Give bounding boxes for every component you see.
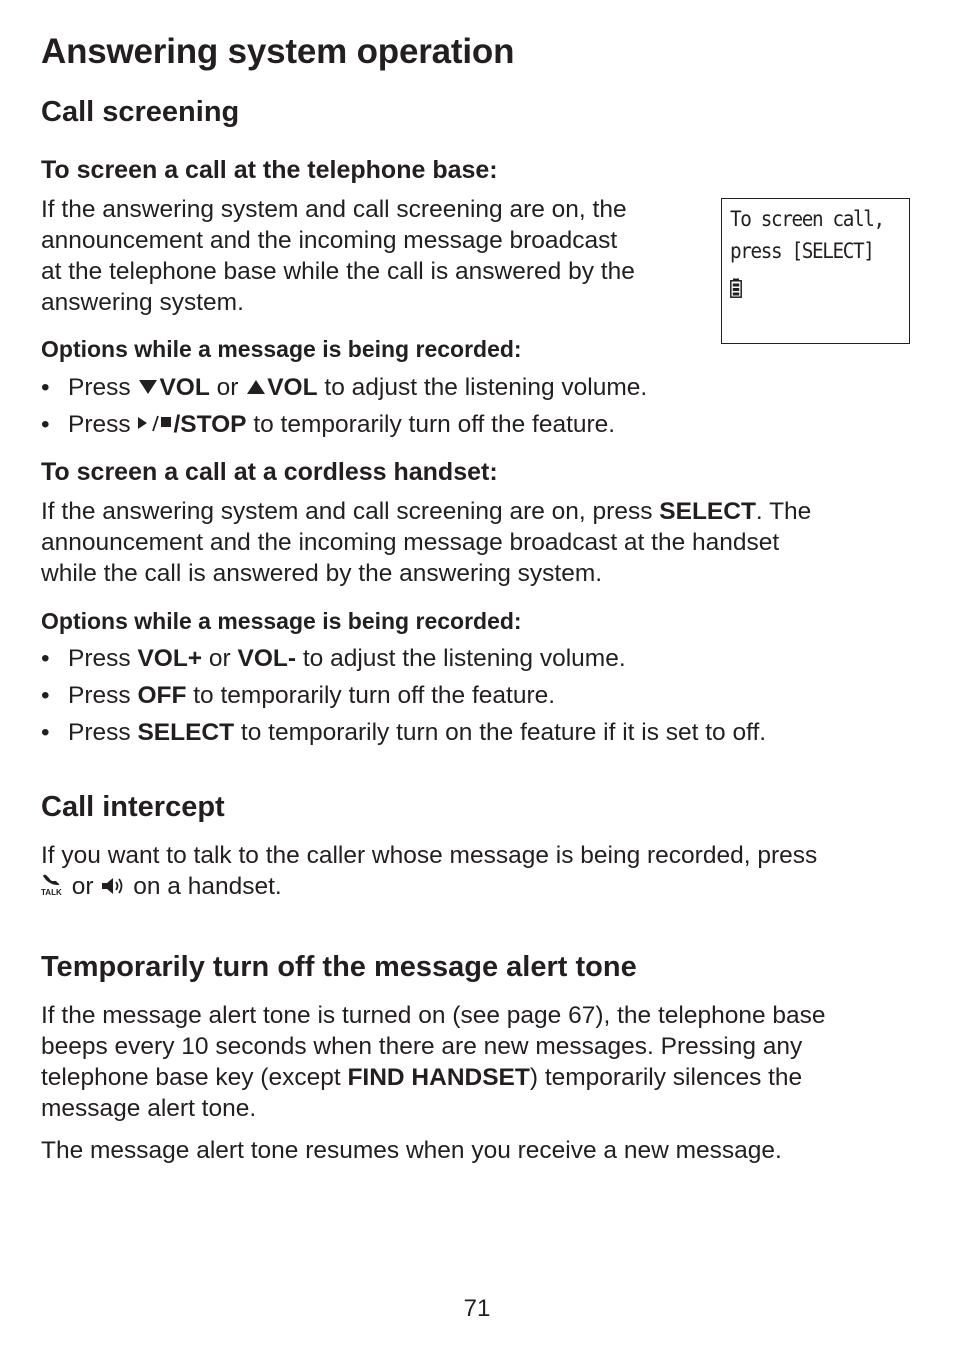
call-intercept-heading: Call intercept <box>41 791 225 823</box>
handset-screening-heading: To screen a call at a cordless handset: <box>41 458 498 486</box>
bullet: • <box>41 645 50 672</box>
call-intercept-text <box>41 840 817 902</box>
battery-icon <box>730 278 742 298</box>
base-options-heading: Options while a message is being recorded: <box>41 336 522 362</box>
handset-options-heading: Options while a message is being recorded: <box>41 608 522 634</box>
bullet: • <box>41 411 50 438</box>
base-screening-text <box>41 194 635 318</box>
call-screening-heading: Call screening <box>41 96 240 128</box>
text-line: at the telephone base while the call is answered by the <box>41 258 635 285</box>
base-display-screen <box>721 198 910 344</box>
alert-tone-resume-text: The message alert tone resumes when you receive a new message. <box>41 1137 782 1164</box>
display-line-2: press [SELECT] <box>730 239 874 263</box>
talk-icon: TALK <box>41 872 65 900</box>
page-title: Answering system operation <box>41 32 515 71</box>
text-line: announcement and the incoming message broadcast <box>41 227 618 254</box>
text-line: If the answering system and call screening are on, the <box>41 196 627 223</box>
text-line: beeps every 10 seconds when there are new messages. Pressing any <box>41 1033 803 1060</box>
text-line: announcement and the incoming message broadcast at the handset <box>41 529 780 556</box>
alert-tone-text <box>41 1000 826 1124</box>
bullet: • <box>41 719 50 746</box>
text-line: If the answering system and call screening are on, press SELECT. The <box>41 498 812 525</box>
up-arrow-icon <box>245 378 267 396</box>
list-item: • Press OFF to temporarily turn off the feature. <box>41 682 556 709</box>
text-line: TALK or on a handset. <box>41 873 282 900</box>
base-screening-heading: To screen a call at the telephone base: <box>41 156 498 184</box>
text-line: message alert tone. <box>41 1095 257 1122</box>
text-line: answering system. <box>41 289 244 316</box>
text-line: If you want to talk to the caller whose message is being recorded, press <box>41 842 818 869</box>
speaker-icon <box>100 875 126 897</box>
text-line: If the message alert tone is turned on (see page 67), the telephone base <box>41 1002 826 1029</box>
alert-tone-heading: Temporarily turn off the message alert tone <box>41 951 637 983</box>
bullet: • <box>41 682 50 709</box>
list-item: • Press VOL or VOL to adjust the listening volume. <box>41 374 648 401</box>
text-line: while the call is answered by the answering system. <box>41 560 603 587</box>
handset-screening-text <box>41 496 811 589</box>
list-item: • Press VOL+ or VOL- to adjust the listening volume. <box>41 645 626 672</box>
bullet: • <box>41 374 50 401</box>
page-number: 71 <box>463 1295 491 1322</box>
list-item: • Press /STOP to temporarily turn off the feature. <box>41 411 616 438</box>
text-line: telephone base key (except FIND HANDSET) temporarily silences the <box>41 1064 803 1091</box>
down-arrow-icon <box>137 378 159 396</box>
display-line-1: To screen call, <box>730 207 884 231</box>
play-stop-icon <box>137 413 173 433</box>
list-item: • Press SELECT to temporarily turn on the feature if it is set to off. <box>41 719 767 746</box>
